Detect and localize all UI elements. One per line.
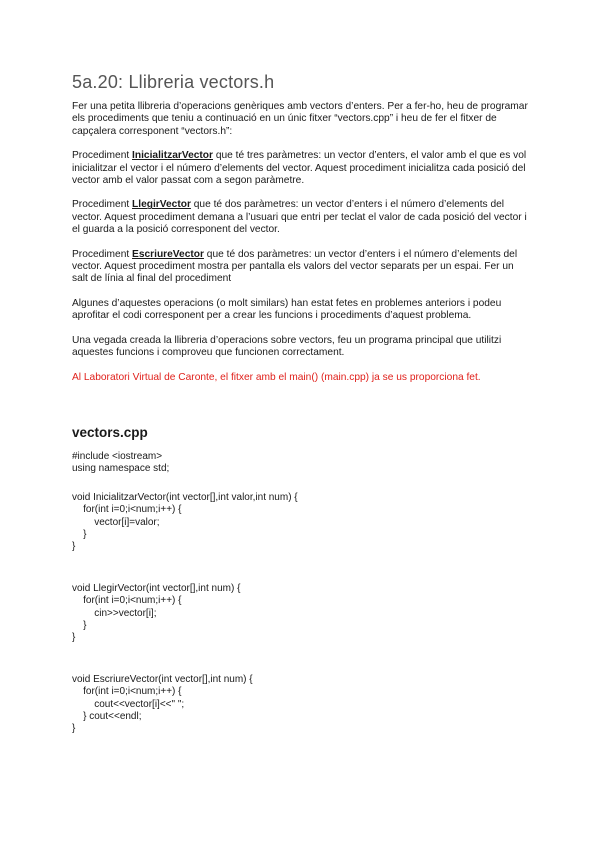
code-block-escriure: void EscriureVector(int vector[],int num) { for(int i=0;i<num;i++) { cout<<vector[i]<<" "; } cout<<endl; }	[72, 673, 253, 735]
procedure-name: InicialitzarVector	[132, 150, 213, 162]
procedure-prefix: Procediment	[72, 150, 133, 162]
intro-paragraph: Fer una petita llibreria d’operacions genèriques amb vectors d’enters. Per a fer-ho, heu de programar els procediments que teniu a continuació en un únic fitxer “vectors.cpp” i heu de fer el fitxer de capçalera corresponent “vectors.h”:	[72, 101, 528, 137]
procedure-description: que té tres paràmetres: un vector d’enters, el valor amb el que es vol inicialitzar el vector i el número d’elements del vector. Aquest procediment inicialitza cada posició del vector amb el valor passat com a segon paràmetre.	[72, 150, 527, 187]
code-header: #include <iostream> using namespace std;	[72, 450, 170, 475]
reuse-note: Algunes d’aquestes operacions (o molt similars) han estat fetes en problemes anteriors i podeu aprofitar el codi corresponent per a crear les funcions i procediments d’aquest problema.	[72, 297, 502, 322]
procedure-prefix: Procediment	[72, 199, 133, 211]
procedure-inicialitzar	[72, 150, 528, 187]
code-section-title: vectors.cpp	[72, 424, 148, 440]
procedure-name: EscriureVector	[132, 248, 204, 260]
procedure-description: que té dos paràmetres: un vector d’enters i el número d’elements del vector. Aquest procediment demana a l’usuari que entri per teclat el valor de cada posició del vector i el guarda a la posició corresponent del vector.	[72, 199, 527, 236]
procedure-description: que té dos paràmetres: un vector d’enters i el número d’elements del vector. Aquest procediment mostra per pantalla els valors del vector separats per un espai. Fer un salt de línia al final del procediment	[72, 248, 518, 285]
main-program-note: Una vegada creada la llibreria d’operacions sobre vectors, feu un programa principal que utilitzi aquestes funcions i comproveu que funcionen correctament.	[72, 334, 502, 359]
procedure-prefix: Procediment	[72, 248, 133, 260]
page-title: 5a.20: Llibreria vectors.h	[72, 72, 275, 92]
procedure-escriure	[72, 249, 528, 286]
caronte-note: Al Laboratori Virtual de Caronte, el fitxer amb el main() (main.cpp) ja se us proporciona fet.	[72, 371, 481, 383]
procedure-llegir	[72, 199, 528, 236]
code-block-llegir: void LlegirVector(int vector[],int num) { for(int i=0;i<num;i++) { cin>>vector[i]; } }	[72, 582, 241, 644]
procedure-name: LlegirVector	[132, 199, 191, 211]
code-block-inicialitzar: void InicialitzarVector(int vector[],int valor,int num) { for(int i=0;i<num;i++) { vector[i]=valor; } }	[72, 491, 298, 553]
